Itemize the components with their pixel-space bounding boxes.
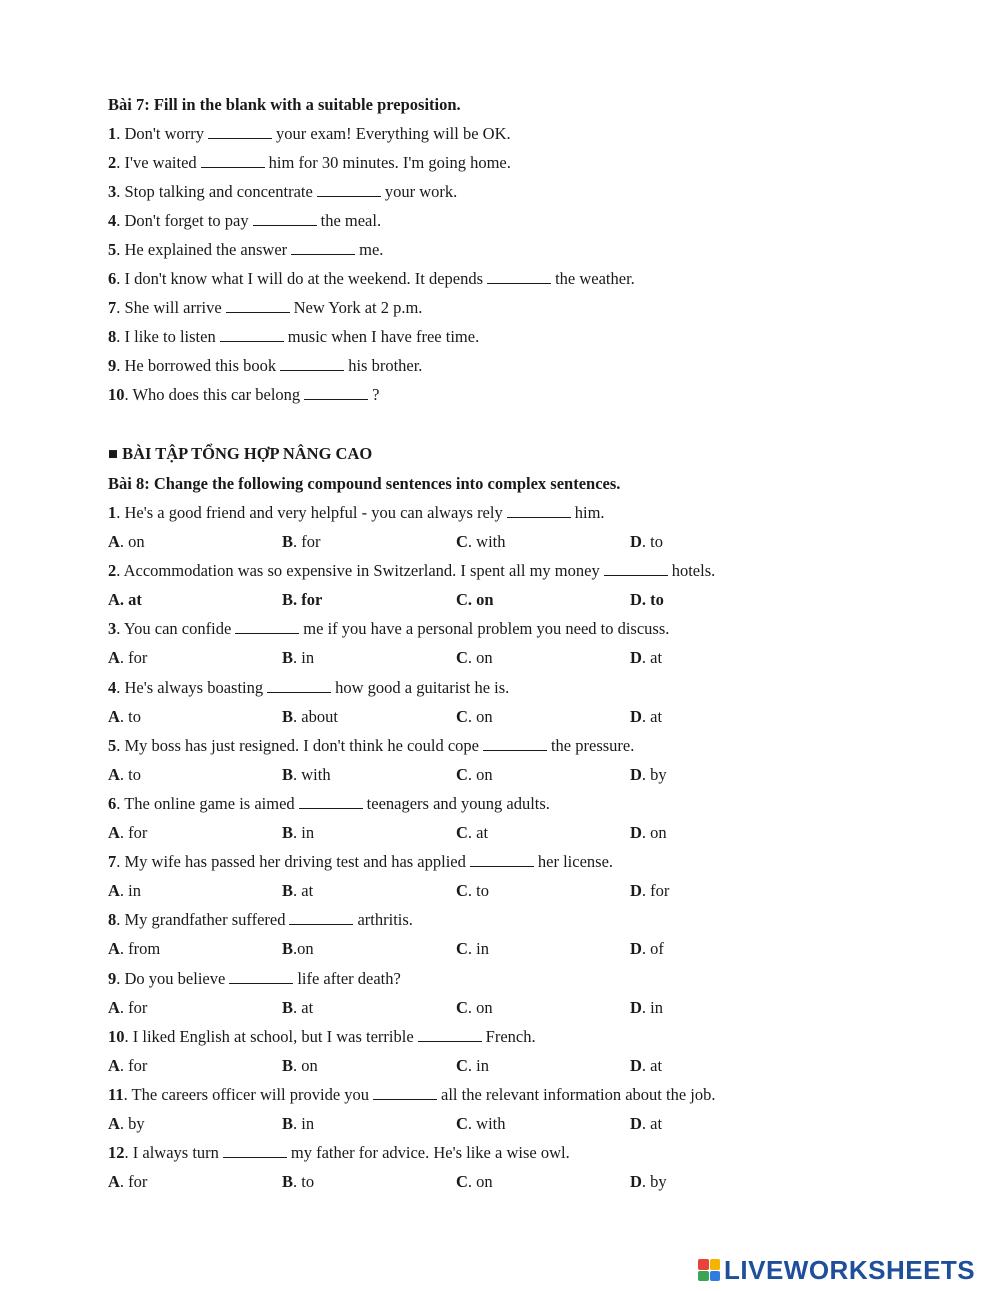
question-line bbox=[108, 969, 401, 989]
option-letter: B bbox=[282, 590, 294, 610]
option-letter: A bbox=[108, 1055, 120, 1075]
question-number: 7 bbox=[108, 298, 117, 317]
question-text-after: music when I have free time. bbox=[287, 327, 480, 346]
option-letter: D bbox=[630, 881, 642, 901]
option-text: . with bbox=[467, 1114, 506, 1133]
option-text: . on bbox=[467, 648, 493, 668]
answer-blank[interactable] bbox=[418, 1027, 482, 1042]
option-letter: D bbox=[630, 532, 642, 551]
question-number: 1 bbox=[108, 124, 117, 143]
option-letter: D bbox=[630, 764, 642, 784]
option-b[interactable] bbox=[282, 590, 322, 610]
answer-blank[interactable] bbox=[507, 503, 571, 518]
option-text: . at bbox=[641, 648, 663, 668]
question-text-after: your exam! Everything will be OK. bbox=[276, 124, 511, 143]
option-text: . on bbox=[467, 706, 493, 726]
option-c[interactable] bbox=[456, 590, 494, 610]
option-text: . for bbox=[293, 590, 323, 610]
option-c[interactable] bbox=[456, 648, 493, 668]
option-letter: D bbox=[630, 1114, 642, 1133]
question-text-before: . Stop talking and concentrate bbox=[116, 182, 313, 201]
question-text-before: . I like to listen bbox=[116, 327, 216, 346]
logo-text: LIVEWORKSHEETS bbox=[724, 1254, 976, 1285]
option-d[interactable] bbox=[630, 648, 662, 668]
options-row bbox=[108, 707, 808, 727]
option-letter: A bbox=[108, 648, 120, 668]
question-text-after: ? bbox=[372, 385, 380, 404]
answer-blank[interactable] bbox=[220, 327, 284, 342]
option-text: . in bbox=[293, 648, 315, 668]
question-text-before: . I always turn bbox=[124, 1143, 219, 1163]
question-text-before: . Don't worry bbox=[116, 124, 205, 143]
option-text: . for bbox=[119, 648, 148, 668]
question-number: 4 bbox=[108, 211, 117, 230]
option-text: . by bbox=[641, 764, 667, 784]
option-text: . with bbox=[467, 532, 506, 551]
option-b[interactable] bbox=[282, 998, 313, 1018]
answer-blank[interactable] bbox=[487, 269, 551, 284]
option-letter: C bbox=[456, 706, 468, 726]
option-d[interactable] bbox=[630, 1056, 662, 1076]
option-b[interactable] bbox=[282, 532, 321, 552]
option-c[interactable] bbox=[456, 939, 489, 959]
option-c[interactable] bbox=[456, 823, 488, 843]
option-c[interactable] bbox=[456, 532, 506, 552]
option-d[interactable] bbox=[630, 590, 664, 610]
option-text: . for bbox=[119, 997, 148, 1017]
question-text-before: . I don't know what I will do at the weekend. It depends bbox=[116, 269, 484, 288]
options-row bbox=[108, 998, 808, 1018]
question-line bbox=[108, 1143, 570, 1163]
option-a[interactable] bbox=[108, 590, 142, 610]
answer-blank[interactable] bbox=[201, 153, 265, 168]
option-text: . with bbox=[293, 764, 331, 784]
option-letter: B bbox=[282, 1114, 294, 1133]
option-letter: B bbox=[282, 939, 294, 959]
question-text-before: . He explained the answer bbox=[116, 240, 288, 259]
question-line bbox=[108, 356, 422, 376]
option-text: . by bbox=[641, 1172, 667, 1192]
option-text: . to bbox=[467, 881, 490, 901]
options-row bbox=[108, 1114, 808, 1134]
question-number: 11 bbox=[108, 1085, 124, 1104]
option-a[interactable] bbox=[108, 881, 141, 901]
option-text: . on bbox=[467, 1172, 493, 1192]
option-letter: A bbox=[108, 590, 120, 610]
option-letter: B bbox=[282, 532, 294, 551]
question-line bbox=[108, 240, 383, 260]
option-letter: C bbox=[456, 648, 468, 668]
option-letter: C bbox=[456, 764, 468, 784]
option-letter: D bbox=[630, 997, 642, 1017]
question-number: 7 bbox=[108, 852, 117, 872]
option-d[interactable] bbox=[630, 823, 667, 843]
question-text-after: French. bbox=[485, 1026, 536, 1046]
question-text-after: the weather. bbox=[555, 269, 635, 288]
question-number: 6 bbox=[108, 269, 117, 288]
question-text-before: . You can confide bbox=[116, 619, 232, 639]
option-letter: B bbox=[282, 1172, 294, 1192]
option-b[interactable] bbox=[282, 823, 314, 843]
answer-blank[interactable] bbox=[291, 240, 355, 255]
option-letter: C bbox=[456, 823, 468, 842]
option-c[interactable] bbox=[456, 1056, 489, 1076]
option-letter: D bbox=[630, 823, 642, 842]
answer-blank[interactable] bbox=[470, 852, 534, 867]
option-b[interactable] bbox=[282, 707, 338, 727]
option-letter: A bbox=[108, 997, 120, 1017]
option-text: . to bbox=[641, 532, 664, 551]
option-text: . on bbox=[293, 1055, 318, 1075]
options-row bbox=[108, 648, 808, 668]
option-d[interactable] bbox=[630, 1172, 667, 1192]
option-c[interactable] bbox=[456, 707, 493, 727]
question-number: 3 bbox=[108, 182, 117, 201]
option-d[interactable] bbox=[630, 707, 662, 727]
option-a[interactable] bbox=[108, 648, 147, 668]
question-number: 12 bbox=[108, 1143, 125, 1163]
question-text-after: arthritis. bbox=[357, 910, 413, 930]
option-letter: C bbox=[456, 939, 468, 959]
question-text-after: my father for advice. He's like a wise owl. bbox=[290, 1143, 570, 1163]
option-letter: D bbox=[630, 590, 642, 610]
option-letter: A bbox=[108, 823, 120, 842]
option-a[interactable] bbox=[108, 1114, 145, 1134]
answer-blank[interactable] bbox=[223, 1143, 287, 1158]
question-text-before: . Who does this car belong bbox=[124, 385, 301, 404]
options-row bbox=[108, 590, 808, 610]
option-letter: A bbox=[108, 1114, 120, 1133]
option-text: . at bbox=[467, 823, 489, 842]
option-text: . at bbox=[293, 997, 314, 1017]
option-d[interactable] bbox=[630, 939, 664, 959]
question-text-before: . My boss has just resigned. I don't think he could cope bbox=[116, 735, 479, 755]
options-row bbox=[108, 881, 808, 901]
option-letter: D bbox=[630, 1055, 642, 1075]
option-d[interactable] bbox=[630, 881, 669, 901]
question-text-after: her license. bbox=[537, 852, 614, 872]
question-text-after: the meal. bbox=[320, 211, 382, 230]
option-text: . by bbox=[119, 1114, 145, 1133]
question-number: 5 bbox=[108, 240, 117, 259]
option-letter: D bbox=[630, 648, 642, 668]
ex7-title: Bài 7: Fill in the blank with a suitable preposition. bbox=[108, 95, 461, 114]
option-b[interactable] bbox=[282, 881, 313, 901]
option-d[interactable] bbox=[630, 532, 663, 552]
answer-blank[interactable] bbox=[267, 678, 331, 693]
question-text-after: him. bbox=[574, 503, 605, 522]
options-row bbox=[108, 765, 808, 785]
option-a[interactable] bbox=[108, 707, 141, 727]
question-line bbox=[108, 619, 669, 639]
option-text: . in bbox=[467, 1055, 490, 1075]
option-d[interactable] bbox=[630, 765, 667, 785]
question-line bbox=[108, 852, 613, 872]
option-letter: C bbox=[456, 590, 468, 610]
question-number: 8 bbox=[108, 327, 117, 346]
option-text: . in bbox=[293, 1114, 315, 1133]
answer-blank[interactable] bbox=[280, 356, 344, 371]
option-text: . for bbox=[641, 881, 670, 901]
option-b[interactable] bbox=[282, 1114, 314, 1134]
option-letter: D bbox=[630, 706, 642, 726]
option-a[interactable] bbox=[108, 765, 141, 785]
option-b[interactable] bbox=[282, 648, 314, 668]
question-text-before: . I've waited bbox=[116, 153, 197, 172]
option-text: . on bbox=[641, 823, 667, 842]
option-d[interactable] bbox=[630, 998, 663, 1018]
option-b[interactable] bbox=[282, 939, 314, 959]
option-letter: B bbox=[282, 823, 294, 842]
question-text-after: the pressure. bbox=[550, 735, 635, 755]
options-row bbox=[108, 1172, 808, 1192]
option-text: . about bbox=[293, 706, 338, 726]
question-line bbox=[108, 561, 715, 581]
option-text: . on bbox=[467, 590, 494, 610]
answer-blank[interactable] bbox=[235, 619, 299, 634]
option-letter: C bbox=[456, 997, 468, 1017]
option-letter: A bbox=[108, 764, 120, 784]
option-text: . on bbox=[467, 764, 493, 784]
answer-blank[interactable] bbox=[208, 124, 272, 139]
option-text: . to bbox=[293, 1172, 315, 1192]
question-text-after: me. bbox=[359, 240, 384, 259]
question-text-after: me if you have a personal problem you need to discuss. bbox=[303, 619, 670, 639]
option-letter: C bbox=[456, 1114, 468, 1133]
option-text: . for bbox=[119, 1055, 148, 1075]
question-number: 10 bbox=[108, 1026, 125, 1046]
option-a[interactable] bbox=[108, 939, 160, 959]
liveworksheets-logo bbox=[698, 1254, 976, 1285]
option-c[interactable] bbox=[456, 881, 489, 901]
question-line bbox=[108, 794, 550, 814]
question-text-after: life after death? bbox=[297, 968, 401, 988]
answer-blank[interactable] bbox=[604, 561, 668, 576]
option-text: . at bbox=[641, 1114, 663, 1133]
option-letter: A bbox=[108, 881, 120, 901]
answer-blank[interactable] bbox=[483, 736, 547, 751]
answer-blank[interactable] bbox=[226, 298, 290, 313]
question-text-before: . My grandfather suffered bbox=[116, 910, 286, 930]
option-letter: B bbox=[282, 764, 294, 784]
question-number: 2 bbox=[108, 561, 117, 581]
answer-blank[interactable] bbox=[253, 211, 317, 226]
option-letter: B bbox=[282, 881, 294, 901]
option-a[interactable] bbox=[108, 823, 147, 843]
option-a[interactable] bbox=[108, 1172, 147, 1192]
option-letter: B bbox=[282, 706, 294, 726]
option-text: . in bbox=[293, 823, 315, 842]
option-letter: C bbox=[456, 1172, 468, 1192]
option-letter: D bbox=[630, 1172, 642, 1192]
option-text: . to bbox=[119, 706, 142, 726]
question-text-after: your work. bbox=[384, 182, 458, 201]
option-b[interactable] bbox=[282, 765, 331, 785]
question-number: 9 bbox=[108, 968, 117, 988]
option-text: . at bbox=[119, 590, 142, 610]
question-text-before: . The online game is aimed bbox=[116, 794, 295, 813]
question-number: 1 bbox=[108, 503, 117, 522]
question-text-after: how good a guitarist he is. bbox=[335, 677, 510, 697]
question-line bbox=[108, 327, 479, 347]
option-text: . of bbox=[641, 939, 664, 959]
answer-blank[interactable] bbox=[299, 794, 363, 809]
option-text: . to bbox=[641, 590, 664, 610]
option-letter: C bbox=[456, 532, 468, 551]
question-number: 6 bbox=[108, 794, 117, 813]
options-row bbox=[108, 1056, 808, 1076]
question-number: 9 bbox=[108, 356, 117, 375]
question-number: 5 bbox=[108, 735, 117, 755]
option-a[interactable] bbox=[108, 1056, 147, 1076]
question-line bbox=[108, 678, 509, 698]
question-text-before: . He's always boasting bbox=[116, 677, 264, 697]
question-line bbox=[108, 736, 634, 756]
option-letter: A bbox=[108, 706, 120, 726]
question-line bbox=[108, 298, 422, 318]
question-text-before: . Do you believe bbox=[116, 968, 226, 988]
option-c[interactable] bbox=[456, 765, 493, 785]
question-text-before: . Don't forget to pay bbox=[116, 211, 249, 230]
question-line bbox=[108, 269, 635, 289]
option-text: . in bbox=[641, 997, 664, 1017]
question-text-after: him for 30 minutes. I'm going home. bbox=[268, 153, 511, 172]
option-letter: B bbox=[282, 648, 294, 668]
question-number: 2 bbox=[108, 153, 117, 172]
option-a[interactable] bbox=[108, 532, 145, 552]
question-text-before: . I liked English at school, but I was terrible bbox=[124, 1026, 414, 1046]
options-row bbox=[108, 532, 808, 552]
options-row bbox=[108, 823, 808, 843]
option-d[interactable] bbox=[630, 1114, 662, 1134]
question-line bbox=[108, 182, 457, 202]
question-line bbox=[108, 153, 511, 173]
question-text-before: . She will arrive bbox=[116, 298, 222, 317]
question-line bbox=[108, 211, 381, 231]
option-b[interactable] bbox=[282, 1056, 318, 1076]
question-text-before: . My wife has passed her driving test and has applied bbox=[116, 852, 466, 872]
option-letter: C bbox=[456, 881, 468, 901]
option-text: . on bbox=[467, 997, 493, 1017]
question-line bbox=[108, 503, 605, 523]
question-text-after: his brother. bbox=[348, 356, 423, 375]
question-text-before: . He borrowed this book bbox=[116, 356, 277, 375]
question-line bbox=[108, 385, 380, 405]
answer-blank[interactable] bbox=[317, 182, 381, 197]
question-number: 3 bbox=[108, 619, 117, 639]
option-text: . in bbox=[119, 881, 142, 901]
option-c[interactable] bbox=[456, 998, 493, 1018]
option-letter: A bbox=[108, 939, 120, 959]
question-text-after: teenagers and young adults. bbox=[366, 794, 550, 813]
question-text-after: all the relevant information about the job. bbox=[441, 1085, 716, 1104]
option-text: .on bbox=[293, 939, 314, 959]
question-text-after: hotels. bbox=[671, 561, 716, 581]
option-text: . on bbox=[119, 532, 145, 551]
question-text-before: . He's a good friend and very helpful - you can always rely bbox=[116, 503, 503, 522]
ex8-title: Bài 8: Change the following compound sentences into complex sentences. bbox=[108, 474, 621, 493]
question-text-before: . The careers officer will provide you bbox=[123, 1085, 370, 1104]
option-text: . in bbox=[467, 939, 490, 959]
option-letter: A bbox=[108, 532, 120, 551]
option-text: . at bbox=[641, 706, 663, 726]
option-text: . at bbox=[293, 881, 314, 901]
option-letter: B bbox=[282, 997, 294, 1017]
question-number: 4 bbox=[108, 677, 117, 697]
option-text: . to bbox=[119, 764, 142, 784]
answer-blank[interactable] bbox=[304, 385, 368, 400]
option-letter: B bbox=[282, 1055, 294, 1075]
option-c[interactable] bbox=[456, 1172, 493, 1192]
option-text: . for bbox=[293, 532, 321, 551]
option-text: . for bbox=[119, 823, 148, 842]
question-line bbox=[108, 1085, 715, 1105]
option-letter: D bbox=[630, 939, 642, 959]
option-text: . at bbox=[641, 1055, 663, 1075]
option-b[interactable] bbox=[282, 1172, 314, 1192]
question-text-before: . Accommodation was so expensive in Switzerland. I spent all my money bbox=[116, 561, 600, 581]
question-line bbox=[108, 124, 511, 144]
question-number: 10 bbox=[108, 385, 125, 404]
question-line bbox=[108, 1027, 536, 1047]
section-heading: ■ BÀI TẬP TỔNG HỢP NÂNG CAO bbox=[108, 444, 373, 463]
options-row bbox=[108, 939, 808, 959]
answer-blank[interactable] bbox=[373, 1085, 437, 1100]
question-text-after: New York at 2 p.m. bbox=[293, 298, 423, 317]
option-letter: A bbox=[108, 1172, 120, 1192]
answer-blank[interactable] bbox=[229, 969, 293, 984]
question-number: 8 bbox=[108, 910, 117, 930]
logo-blocks-icon bbox=[698, 1259, 720, 1281]
option-text: . for bbox=[119, 1172, 148, 1192]
option-c[interactable] bbox=[456, 1114, 506, 1134]
option-letter: C bbox=[456, 1055, 468, 1075]
answer-blank[interactable] bbox=[289, 910, 353, 925]
option-text: . from bbox=[119, 939, 161, 959]
option-a[interactable] bbox=[108, 998, 147, 1018]
question-line bbox=[108, 910, 413, 930]
